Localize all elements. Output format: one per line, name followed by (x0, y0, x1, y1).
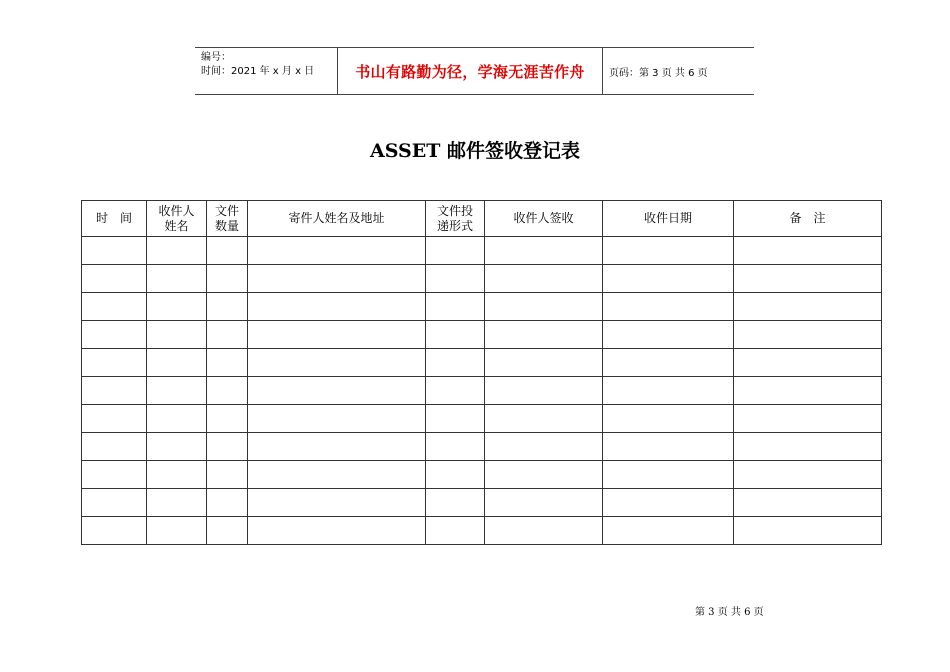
table-cell (603, 489, 734, 517)
table-cell (603, 237, 734, 265)
table-cell (82, 321, 147, 349)
table-cell (147, 377, 207, 405)
table-row (82, 405, 882, 433)
table-row (82, 489, 882, 517)
table-cell (734, 489, 882, 517)
table-cell (734, 433, 882, 461)
table-cell (248, 321, 426, 349)
table-cell (603, 517, 734, 545)
table-cell (603, 405, 734, 433)
table-cell (426, 237, 485, 265)
table-cell (426, 489, 485, 517)
table-cell (82, 237, 147, 265)
table-header-row (82, 201, 882, 237)
table-cell (147, 321, 207, 349)
table-cell (147, 265, 207, 293)
table-cell (147, 461, 207, 489)
table-row (82, 237, 882, 265)
table-cell (734, 321, 882, 349)
table-cell (485, 461, 603, 489)
table-cell (207, 433, 248, 461)
table-row (82, 349, 882, 377)
table-cell (82, 489, 147, 517)
table-cell (734, 517, 882, 545)
table-cell (485, 517, 603, 545)
table-cell (248, 349, 426, 377)
table-cell (734, 377, 882, 405)
table-cell (207, 461, 248, 489)
table-cell (207, 237, 248, 265)
table-cell (82, 433, 147, 461)
table-cell (603, 265, 734, 293)
table-cell (603, 293, 734, 321)
table-cell (147, 349, 207, 377)
page-footer: 第 3 页 共 6 页 (695, 607, 764, 618)
table-cell (603, 349, 734, 377)
table-cell (603, 461, 734, 489)
table-cell (248, 265, 426, 293)
table-cell (147, 237, 207, 265)
table-row (82, 293, 882, 321)
header-motto: 书山有路勤为径，学海无涯苦作舟 (338, 48, 603, 94)
table-cell (603, 321, 734, 349)
table-cell (734, 293, 882, 321)
table-cell (426, 461, 485, 489)
mail-log-table (81, 200, 882, 545)
col-header-remarks: 备 注 (734, 201, 882, 237)
table-cell (734, 349, 882, 377)
table-cell (207, 489, 248, 517)
table-cell (426, 321, 485, 349)
table-cell (248, 293, 426, 321)
table-cell (426, 265, 485, 293)
table-cell (485, 405, 603, 433)
table-cell (248, 461, 426, 489)
table-cell (603, 433, 734, 461)
table-cell (82, 265, 147, 293)
table-cell (207, 321, 248, 349)
table-cell (485, 489, 603, 517)
table-cell (426, 433, 485, 461)
header-meta (195, 48, 338, 94)
table-cell (603, 377, 734, 405)
table-cell (485, 377, 603, 405)
table-cell (82, 405, 147, 433)
table-cell (485, 293, 603, 321)
table-row (82, 377, 882, 405)
table-cell (485, 321, 603, 349)
table-row (82, 433, 882, 461)
table-cell (82, 349, 147, 377)
number-label: 编号： (201, 52, 231, 63)
col-header-time: 时 间 (82, 201, 147, 237)
table-cell (82, 377, 147, 405)
table-cell (248, 405, 426, 433)
date-label: 时间：2021 年 x 月 x 日 (201, 66, 315, 77)
table-cell (207, 405, 248, 433)
table-cell (207, 517, 248, 545)
table-cell (426, 405, 485, 433)
table-cell (248, 517, 426, 545)
table-cell (734, 461, 882, 489)
col-header-delivery-method: 文件投 递形式 (426, 201, 485, 237)
table-cell (248, 237, 426, 265)
table-cell (426, 349, 485, 377)
table-body (82, 237, 882, 545)
table-cell (147, 405, 207, 433)
header-page-code: 页码：第 3 页 共 6 页 (609, 67, 708, 79)
document-title: ASSET 邮件签收登记表 (369, 140, 580, 162)
table-cell (485, 433, 603, 461)
table-cell (734, 405, 882, 433)
table-cell (734, 237, 882, 265)
table-cell (82, 293, 147, 321)
table-cell (207, 293, 248, 321)
col-header-recipient-signature: 收件人签收 (485, 201, 603, 237)
table-row (82, 461, 882, 489)
col-header-sender-name-address: 寄件人姓名及地址 (248, 201, 426, 237)
table-cell (147, 433, 207, 461)
table-cell (207, 349, 248, 377)
table-cell (485, 349, 603, 377)
col-header-receipt-date: 收件日期 (603, 201, 734, 237)
table-cell (426, 377, 485, 405)
page-header (195, 47, 754, 95)
table-cell (147, 517, 207, 545)
table-cell (734, 265, 882, 293)
col-header-recipient-name: 收件人 姓名 (147, 201, 207, 237)
table-row (82, 265, 882, 293)
table-cell (485, 237, 603, 265)
table-cell (207, 265, 248, 293)
table-cell (207, 377, 248, 405)
table-cell (426, 517, 485, 545)
col-header-file-count: 文件 数量 (207, 201, 248, 237)
table-cell (485, 265, 603, 293)
table-row (82, 321, 882, 349)
table-cell (147, 489, 207, 517)
table-cell (147, 293, 207, 321)
table-cell (248, 377, 426, 405)
table-cell (426, 293, 485, 321)
table-row (82, 517, 882, 545)
table-cell (248, 489, 426, 517)
table-cell (82, 461, 147, 489)
table-cell (82, 517, 147, 545)
table-cell (248, 433, 426, 461)
